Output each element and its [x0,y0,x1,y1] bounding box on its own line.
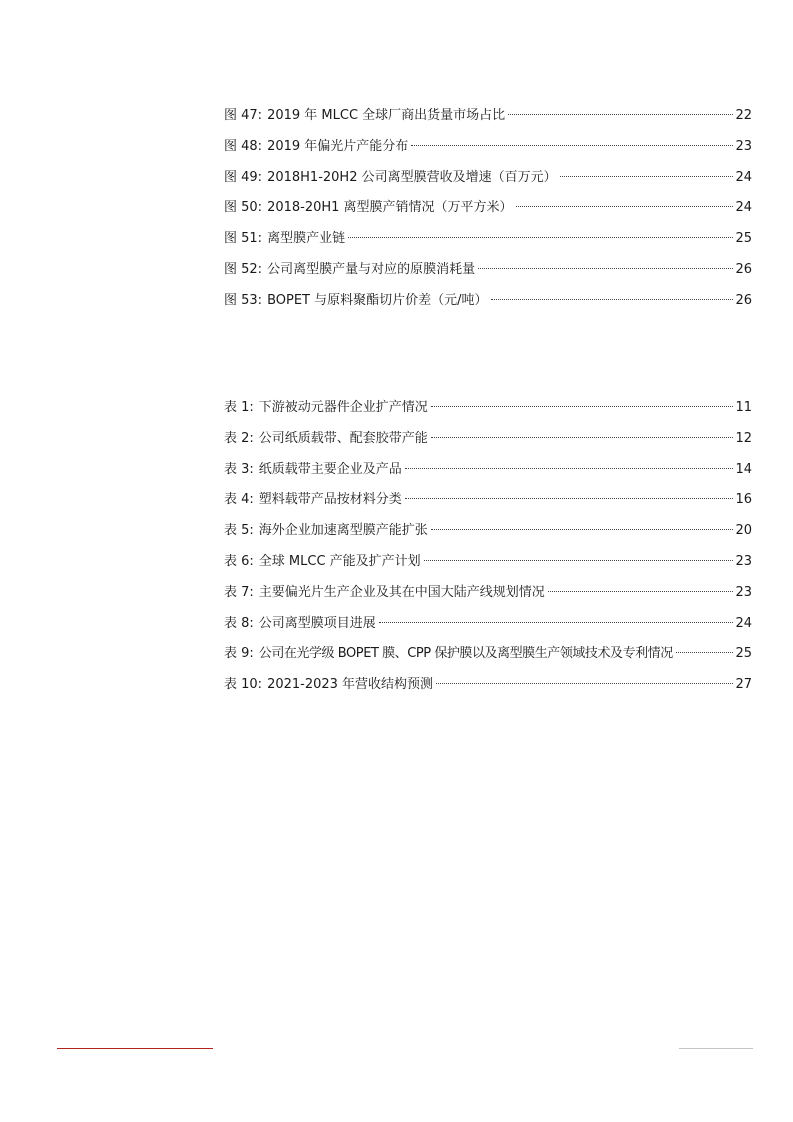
toc-entry-title: 公司离型膜产量与对应的原膜消耗量 [267,261,476,277]
toc-entry-title: 公司纸质载带、配套胶带产能 [258,430,428,446]
toc-entry-figure-49[interactable] [224,167,752,198]
toc-entry-label: 图 53: [224,292,263,308]
toc-entry-page: 26 [735,292,752,308]
toc-entry-page: 24 [735,615,752,631]
toc-entry-label: 图 49: [224,169,263,185]
toc-leader-dots [676,652,734,653]
toc-leader-dots [436,683,733,684]
toc-entry-figure-52[interactable] [224,259,752,290]
toc-entry-table-6[interactable] [224,551,752,582]
toc-entry-title: 2018-20H1 离型膜产销情况（万平方米） [267,200,513,216]
toc-entry-figure-53[interactable] [224,290,752,321]
toc-entry-title: 离型膜产业链 [267,231,346,247]
toc-entry-page: 26 [735,261,752,277]
toc-entry-page: 23 [735,553,752,569]
toc-entry-table-4[interactable] [224,489,752,520]
toc-entry-page: 24 [735,169,752,185]
toc-entry-label: 图 52: [224,261,263,277]
toc-entry-title: 主要偏光片生产企业及其在中国大陆产线规划情况 [258,584,545,600]
toc-entry-title: 公司在光学级 BOPET 膜、CPP 保护膜以及离型膜生产领域技术及专利情况 [258,646,673,662]
toc-leader-dots [491,299,734,300]
toc-entry-table-9[interactable] [224,643,752,674]
toc-leader-dots [431,406,734,407]
toc-leader-dots [560,176,734,177]
toc-leader-dots [431,437,734,438]
toc-entry-label: 表 6: [224,553,254,569]
toc-entry-title: 纸质载带主要企业及产品 [258,461,402,477]
toc-leader-dots [348,237,733,238]
toc-entry-table-5[interactable] [224,520,752,551]
toc-entry-page: 11 [735,400,752,415]
toc-entry-label: 图 47: [224,108,263,123]
toc-entry-label: 表 4: [224,492,254,508]
toc-entry-label: 表 2: [224,430,254,446]
toc-leader-dots [379,622,734,623]
toc-entry-label: 表 8: [224,615,254,631]
toc-entry-page: 14 [735,461,752,477]
toc-entry-title: 2021-2023 年营收结构预测 [267,677,434,693]
toc-entry-figure-51[interactable] [224,228,752,259]
toc-entry-title: 下游被动元器件企业扩产情况 [258,400,428,415]
toc-entry-page: 23 [735,584,752,600]
toc-entry-table-10[interactable] [224,674,752,705]
toc-entry-label: 表 9: [224,646,254,662]
toc-entry-label: 表 1: [224,400,254,415]
toc-leader-dots [405,468,734,469]
toc-entry-page: 25 [735,646,752,662]
toc-leader-dots [516,206,734,207]
toc-entry-label: 图 48: [224,138,263,154]
toc-leader-dots [411,145,733,146]
footer-page-rule [679,1048,753,1049]
table-list [224,397,752,705]
toc-entry-page: 12 [735,430,752,446]
toc-leader-dots [424,560,734,561]
toc-entry-table-1[interactable] [224,397,752,428]
toc-entry-figure-47[interactable] [224,105,752,136]
toc-entry-page: 23 [735,138,752,154]
toc-entry-page: 27 [735,677,752,693]
toc-entry-title: 全球 MLCC 产能及扩产计划 [258,553,421,569]
toc-entry-table-7[interactable] [224,582,752,613]
toc-entry-label: 表 10: [224,677,263,693]
footer-accent-rule [57,1048,213,1049]
toc-entry-title: 2019 年 MLCC 全球厂商出货量市场占比 [267,108,506,123]
toc-entry-label: 图 50: [224,200,263,216]
toc-entry-title: BOPET 与原料聚酯切片价差（元/吨） [267,292,488,308]
toc-entry-label: 表 5: [224,523,254,539]
toc-entry-label: 图 51: [224,231,263,247]
toc-entry-table-3[interactable] [224,459,752,490]
toc-leader-dots [478,268,733,269]
toc-entry-label: 表 3: [224,461,254,477]
toc-leader-dots [405,498,734,499]
toc-entry-page: 24 [735,200,752,216]
toc-entry-title: 公司离型膜项目进展 [258,615,376,631]
toc-leader-dots [548,591,734,592]
figure-list [224,105,752,321]
toc-entry-page: 22 [735,108,752,123]
toc-entry-title: 塑料载带产品按材料分类 [258,492,402,508]
toc-entry-figure-48[interactable] [224,136,752,167]
toc-entry-table-8[interactable] [224,613,752,644]
toc-leader-dots [508,114,733,115]
toc-entry-label: 表 7: [224,584,254,600]
toc-entry-title: 海外企业加速离型膜产能扩张 [258,523,428,539]
toc-entry-page: 16 [735,492,752,508]
toc-entry-title: 2019 年偏光片产能分布 [267,138,409,154]
toc-entry-figure-50[interactable] [224,197,752,228]
toc-leader-dots [431,529,734,530]
toc-entry-table-2[interactable] [224,428,752,459]
toc-entry-title: 2018H1-20H2 公司离型膜营收及增速（百万元） [267,169,557,185]
toc-entry-page: 20 [735,523,752,539]
toc-entry-page: 25 [735,231,752,247]
